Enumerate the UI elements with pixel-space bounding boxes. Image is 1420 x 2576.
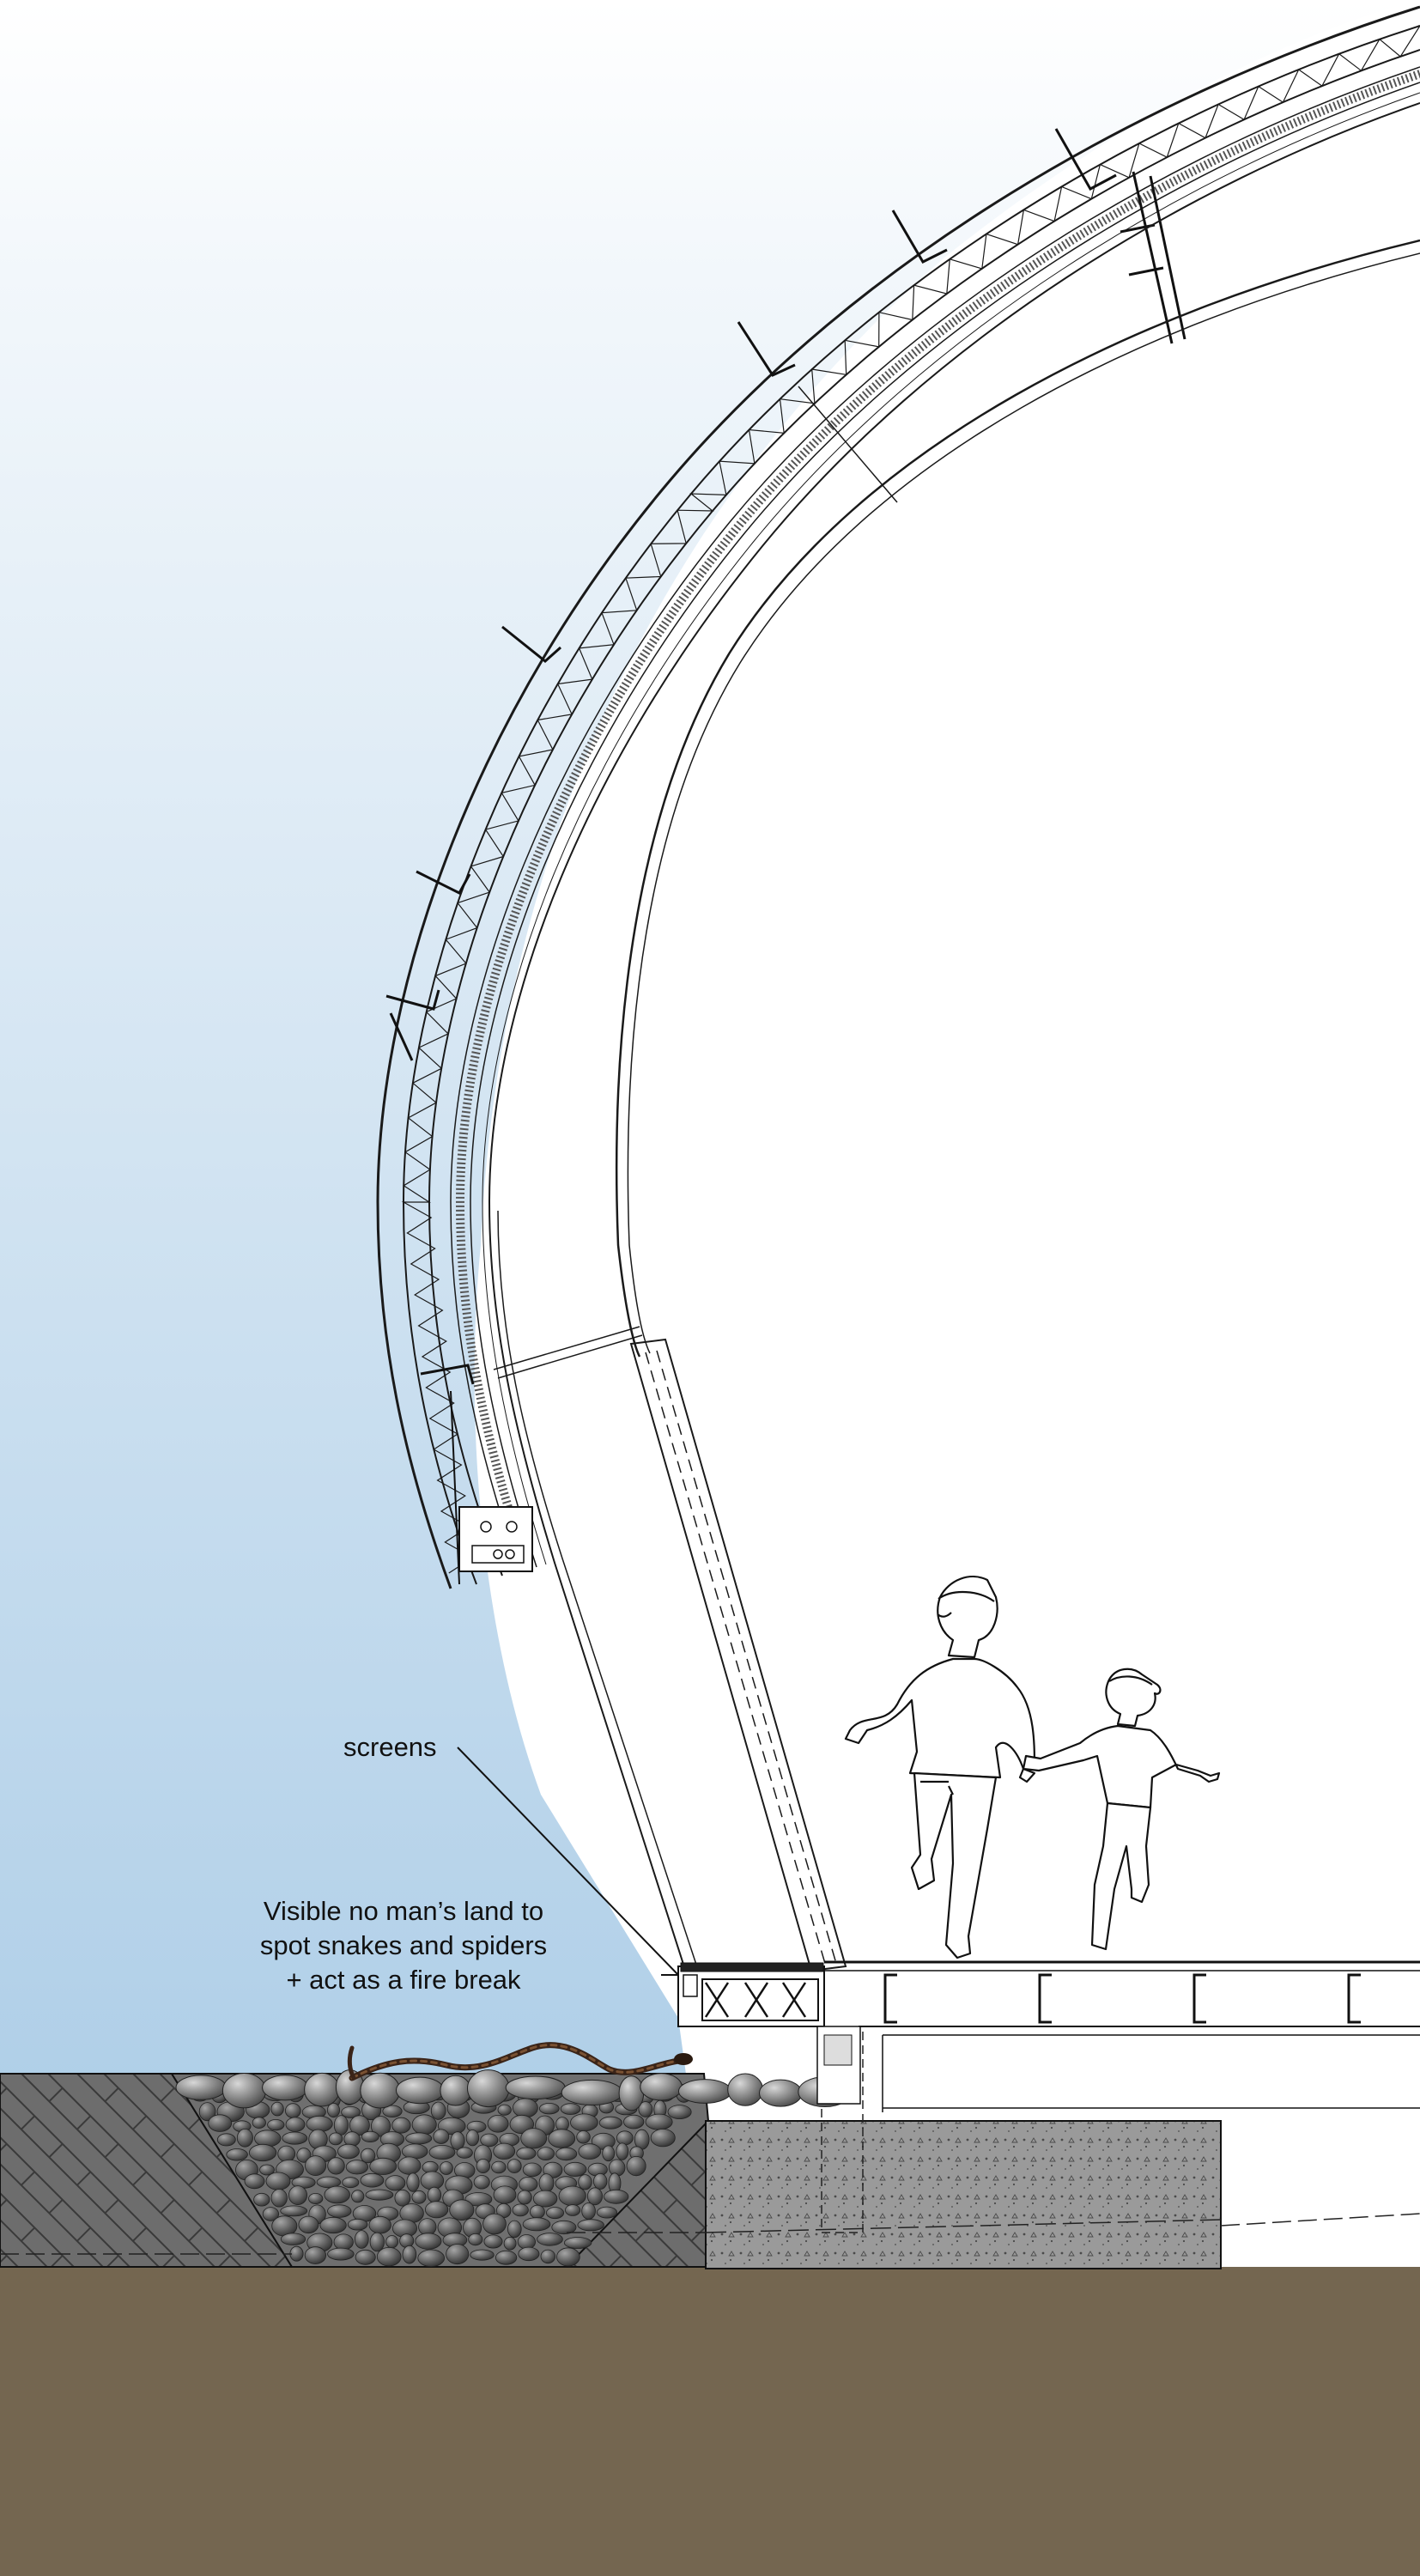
gravel-pebble xyxy=(429,2145,455,2159)
gravel-pebble xyxy=(517,2148,536,2160)
river-stone xyxy=(361,2073,400,2108)
gravel-pebble xyxy=(252,2117,265,2129)
river-stone xyxy=(305,2073,340,2106)
gravel-pebble xyxy=(395,2190,410,2206)
gravel-pebble xyxy=(599,2117,622,2129)
river-stone xyxy=(619,2076,644,2111)
gravel-pebble xyxy=(418,2250,445,2267)
no-mans-land-label-line3: + act as a fire break xyxy=(286,1965,521,1995)
gravel-pebble xyxy=(498,2105,511,2115)
gravel-pebble xyxy=(450,2200,474,2221)
gravel-pebble xyxy=(564,2162,586,2176)
gravel-pebble xyxy=(431,2102,446,2119)
gravel-pebble xyxy=(355,2231,368,2249)
gravel-pebble xyxy=(328,2158,345,2174)
gravel-pebble xyxy=(227,2149,248,2161)
gravel-pebble xyxy=(523,2218,550,2231)
gravel-pebble xyxy=(559,2186,586,2206)
gravel-pebble xyxy=(255,2130,281,2147)
gravel-pebble xyxy=(507,2221,521,2238)
river-stone xyxy=(440,2075,471,2105)
river-stone xyxy=(263,2075,308,2100)
gravel-pebble xyxy=(237,2129,252,2147)
gravel-pebble xyxy=(278,2146,295,2162)
gravel-pebble xyxy=(495,2251,516,2264)
gravel-pebble xyxy=(249,2144,276,2160)
gravel-pebble xyxy=(305,2247,325,2264)
gravel-pebble xyxy=(571,2114,598,2131)
gravel-pebble xyxy=(578,2220,604,2231)
gravel-pebble xyxy=(519,2247,539,2261)
gravel-pebble xyxy=(328,2248,355,2260)
gravel-pebble xyxy=(325,2186,350,2203)
gravel-pebble xyxy=(582,2203,596,2220)
no-mans-land-label-line1: Visible no man’s land to xyxy=(263,1896,544,1926)
gravel-pebble xyxy=(494,2186,516,2203)
gravel-pebble xyxy=(470,2250,495,2260)
gravel-pebble xyxy=(624,2115,644,2129)
gravel-pebble xyxy=(513,2099,537,2117)
gravel-pebble xyxy=(348,2219,367,2230)
gravel-pebble xyxy=(530,2205,544,2218)
river-stone xyxy=(728,2074,763,2105)
gravel-pebble xyxy=(406,2133,432,2144)
gravel-pebble xyxy=(492,2161,507,2173)
river-stone xyxy=(222,2074,265,2108)
gravel-pebble xyxy=(541,2250,555,2263)
gravel-pebble xyxy=(392,2117,410,2133)
gravel-pebble xyxy=(366,2190,393,2200)
gravel-pebble xyxy=(361,2131,379,2142)
gravel-pebble xyxy=(627,2156,646,2175)
gravel-pebble xyxy=(412,2190,426,2203)
gravel-pebble xyxy=(579,2175,592,2190)
gravel-pebble xyxy=(523,2163,541,2177)
gravel-pebble xyxy=(579,2144,601,2160)
gravel-pebble xyxy=(476,2159,490,2172)
gravel-pebble xyxy=(434,2129,449,2144)
gravel-pebble xyxy=(281,2206,307,2216)
gravel-pebble xyxy=(352,2190,364,2202)
gravel-pebble xyxy=(386,2236,398,2248)
gravel-pebble xyxy=(488,2115,508,2132)
gravel-pebble xyxy=(428,2187,441,2202)
gravel-pebble xyxy=(484,2235,502,2248)
gravel-pebble xyxy=(597,2207,616,2218)
gravel-pebble xyxy=(299,2216,319,2233)
river-stone xyxy=(640,2074,683,2100)
gravel-pebble xyxy=(412,2115,436,2135)
gravel-pebble xyxy=(519,2177,537,2191)
gravel-pebble xyxy=(306,2156,326,2176)
gravel-pebble xyxy=(271,2190,287,2208)
gravel-pebble xyxy=(513,2204,528,2216)
river-stone xyxy=(760,2080,802,2106)
gravel-pebble xyxy=(457,2148,472,2159)
gravel-pebble xyxy=(539,2174,554,2193)
gravel-pebble xyxy=(483,2214,507,2234)
gravel-pebble xyxy=(403,2245,416,2263)
gravel-pebble xyxy=(329,2133,343,2145)
gravel-pebble xyxy=(282,2132,307,2144)
gravel-pebble xyxy=(616,2131,633,2145)
gravel-pebble xyxy=(474,2176,489,2190)
gravel-pebble xyxy=(539,2103,559,2114)
river-stone xyxy=(176,2075,226,2099)
gravel-pebble xyxy=(217,2134,235,2146)
no-mans-land-label-line2: spot snakes and spiders xyxy=(259,1930,548,1960)
gravel-pebble xyxy=(440,2162,452,2175)
gravel-pebble xyxy=(577,2131,591,2144)
gravel-pebble xyxy=(646,2114,672,2129)
gravel-pebble xyxy=(421,2172,444,2190)
gravel-pebble xyxy=(285,2104,300,2118)
gravel-pebble xyxy=(369,2216,391,2233)
gravel-pebble xyxy=(566,2205,580,2216)
gravel-pebble xyxy=(402,2144,428,2159)
gravel-pebble xyxy=(271,2102,283,2116)
gravel-pebble xyxy=(507,2160,521,2173)
gravel-pebble xyxy=(518,2190,531,2204)
gravel-pebble xyxy=(533,2190,557,2207)
gravel-pebble xyxy=(377,2247,401,2266)
gravel-pebble xyxy=(521,2129,547,2148)
gravel-pebble xyxy=(400,2234,414,2248)
gravel-pebble xyxy=(245,2174,264,2189)
gravel-pebble xyxy=(494,2143,515,2159)
gravel-pebble xyxy=(370,2233,384,2251)
gravel-pebble xyxy=(561,2104,580,2115)
gravel-pebble xyxy=(385,2176,405,2190)
gravel-pebble xyxy=(334,2116,348,2136)
gravel-pebble xyxy=(549,2129,575,2148)
gravel-pebble xyxy=(370,2158,397,2174)
gravel-pebble xyxy=(320,2217,346,2233)
gravel-pebble xyxy=(290,2246,303,2261)
gravel-pebble xyxy=(603,2146,615,2161)
gravel-pebble xyxy=(518,2235,535,2250)
gravel-pebble xyxy=(604,2190,628,2203)
gravel-pebble xyxy=(481,2134,498,2147)
gravel-pebble xyxy=(407,2173,419,2191)
gravel-pebble xyxy=(537,2148,555,2160)
gravel-pebble xyxy=(309,2193,323,2203)
gravel-pebble xyxy=(266,2172,290,2190)
gravel-pebble xyxy=(254,2193,270,2206)
gravel-pebble xyxy=(425,2202,447,2218)
gravel-pebble xyxy=(546,2208,563,2219)
gravel-pebble xyxy=(334,2234,353,2250)
river-stone xyxy=(679,2080,731,2104)
gravel-pebble xyxy=(616,2143,628,2160)
river-stone xyxy=(506,2076,565,2099)
gravel-pebble xyxy=(343,2178,359,2188)
gravel-pebble xyxy=(469,2233,482,2245)
ground xyxy=(0,2267,1420,2576)
gravel-pebble xyxy=(587,2188,602,2205)
gravel-pebble xyxy=(268,2119,284,2129)
gravel-pebble xyxy=(416,2233,441,2250)
gravel-pebble xyxy=(446,2245,469,2264)
gravel-pebble xyxy=(537,2233,563,2246)
river-stone xyxy=(397,2077,444,2104)
river-stone xyxy=(468,2070,510,2107)
screens-label: screens xyxy=(343,1732,437,1762)
gravel-pebble xyxy=(504,2237,516,2250)
gravel-pebble xyxy=(557,2248,580,2266)
gravel-pebble xyxy=(328,2205,352,2218)
gravel-pebble xyxy=(361,2173,384,2187)
gravel-pebble xyxy=(556,2148,577,2160)
gravel-pebble xyxy=(398,2157,421,2174)
gravel-pebble xyxy=(337,2144,359,2159)
gravel-pebble xyxy=(346,2160,367,2174)
gravel-pebble xyxy=(466,2130,479,2146)
gravel-pebble xyxy=(593,2173,607,2189)
gravel-pebble xyxy=(651,2129,675,2147)
gravel-pebble xyxy=(564,2238,592,2249)
gravel-pebble xyxy=(209,2115,232,2132)
gravel-pebble xyxy=(281,2233,305,2245)
gravel-pebble xyxy=(288,2186,306,2205)
gravel-pebble xyxy=(355,2250,375,2264)
gravel-pebble xyxy=(668,2105,691,2119)
gravel-pebble xyxy=(451,2132,464,2150)
river-stone xyxy=(561,2080,622,2105)
gravel-pebble xyxy=(286,2117,305,2132)
